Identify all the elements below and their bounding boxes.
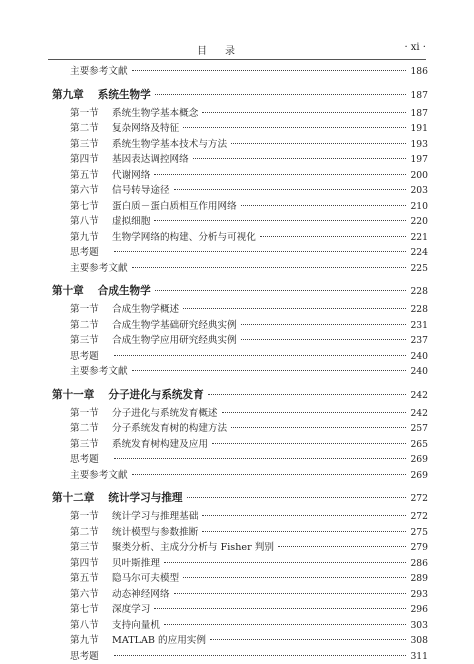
entry-title: 合成生物学基础研究经典实例 — [112, 318, 239, 334]
entry-page-number: 240 — [408, 364, 428, 380]
section-entry[interactable] — [52, 452, 428, 468]
entry-title: 生物学网络的构建、分析与可视化 — [112, 230, 258, 246]
entry-title: 统计学习与推理 — [108, 487, 184, 509]
dot-leader — [202, 112, 406, 113]
dot-leader — [241, 339, 407, 340]
dot-leader — [183, 308, 406, 309]
entry-page-number: 311 — [408, 649, 428, 664]
entry-number: 第一节 — [70, 302, 112, 318]
dot-leader — [114, 355, 406, 356]
dot-leader — [278, 546, 407, 547]
section-entry[interactable] — [52, 525, 428, 541]
entry-title: 主要参考文献 — [70, 364, 130, 380]
dot-leader — [154, 220, 406, 221]
entry-number: 第七节 — [70, 199, 112, 215]
references-entry[interactable] — [52, 468, 428, 484]
section-entry[interactable] — [52, 437, 428, 453]
entry-number: 思考题 — [70, 349, 112, 365]
dot-leader — [174, 189, 407, 190]
entry-title: 隐马尔可夫模型 — [112, 571, 181, 587]
entry-page-number: 193 — [408, 137, 428, 153]
entry-number: 思考题 — [70, 452, 112, 468]
entry-number: 第十二章 — [52, 487, 94, 509]
dot-leader — [174, 593, 407, 594]
dot-leader — [155, 290, 407, 291]
entry-page-number: 240 — [408, 349, 428, 365]
section-entry[interactable] — [52, 633, 428, 649]
section-entry[interactable] — [52, 349, 428, 365]
entry-page-number: 279 — [408, 540, 428, 556]
entry-number: 第一节 — [70, 106, 112, 122]
entry-title: 聚类分析、主成分分析与 Fisher 判别 — [112, 540, 276, 556]
dot-leader — [114, 655, 406, 656]
entry-page-number: 225 — [408, 261, 428, 277]
dot-leader — [164, 624, 406, 625]
entry-title: 系统发育树构建及应用 — [112, 437, 210, 453]
entry-page-number: 286 — [408, 556, 428, 572]
references-entry[interactable] — [52, 364, 428, 380]
dot-leader — [202, 515, 406, 516]
dot-leader — [183, 577, 406, 578]
entry-title: 合成生物学应用研究经典实例 — [112, 333, 239, 349]
section-entry[interactable] — [52, 302, 428, 318]
dot-leader — [154, 608, 406, 609]
entry-number: 第五节 — [70, 168, 112, 184]
header-rule — [48, 59, 426, 60]
entry-title: 分子系统发育树的构建方法 — [112, 421, 229, 437]
entry-number: 第九节 — [70, 633, 112, 649]
entry-page-number: 197 — [408, 152, 428, 168]
entry-title: 合成生物学 — [98, 280, 153, 302]
entry-number: 第二节 — [70, 121, 112, 137]
entry-page-number: 272 — [408, 509, 428, 525]
entry-title: 统计学习与推理基础 — [112, 509, 200, 525]
entry-title: 虚拟细胞 — [112, 214, 152, 230]
entry-page-number: 289 — [408, 571, 428, 587]
page-number: · xi · — [404, 42, 426, 53]
entry-number: 第六节 — [70, 183, 112, 199]
chapter-entry[interactable] — [52, 84, 428, 106]
entry-number: 第十章 — [52, 280, 84, 302]
section-entry[interactable] — [52, 618, 428, 634]
dot-leader — [164, 562, 406, 563]
entry-number: 第八节 — [70, 214, 112, 230]
entry-number: 第三节 — [70, 333, 112, 349]
entry-page-number: 242 — [408, 406, 428, 422]
section-entry[interactable] — [52, 183, 428, 199]
dot-leader — [208, 394, 407, 395]
entry-page-number: 265 — [408, 437, 428, 453]
section-entry[interactable] — [52, 333, 428, 349]
entry-title: 主要参考文献 — [70, 64, 130, 80]
entry-page-number: 186 — [408, 64, 428, 80]
entry-title: 分子进化与系统发育概述 — [112, 406, 220, 422]
entry-number: 第八节 — [70, 618, 112, 634]
entry-title: 合成生物学概述 — [112, 302, 181, 318]
dot-leader — [183, 127, 406, 128]
dot-leader — [132, 370, 407, 371]
section-entry[interactable] — [52, 152, 428, 168]
section-entry[interactable] — [52, 406, 428, 422]
section-entry[interactable] — [52, 587, 428, 603]
entry-title: 代谢网络 — [112, 168, 152, 184]
references-entry[interactable] — [52, 64, 428, 80]
entry-number: 思考题 — [70, 245, 112, 261]
entry-page-number: 228 — [408, 302, 428, 318]
entry-page-number: 272 — [408, 488, 428, 510]
section-entry[interactable] — [52, 649, 428, 664]
dot-leader — [231, 427, 406, 428]
entry-page-number: 296 — [408, 602, 428, 618]
dot-leader — [241, 205, 407, 206]
page-title: 目录 — [180, 42, 270, 57]
entry-number: 第五节 — [70, 571, 112, 587]
entry-title: 分子进化与系统发育 — [108, 384, 205, 406]
section-entry[interactable] — [52, 245, 428, 261]
entry-number: 第九节 — [70, 230, 112, 246]
entry-number: 第一节 — [70, 406, 112, 422]
dot-leader — [187, 497, 407, 498]
entry-number: 第四节 — [70, 556, 112, 572]
entry-title: 蛋白质－蛋白质相互作用网络 — [112, 199, 239, 215]
entry-page-number: 200 — [408, 168, 428, 184]
entry-number: 第六节 — [70, 587, 112, 603]
entry-page-number: 293 — [408, 587, 428, 603]
entry-title: 系统生物学基本概念 — [112, 106, 200, 122]
section-entry[interactable] — [52, 230, 428, 246]
entry-page-number: 231 — [408, 318, 428, 334]
entry-page-number: 303 — [408, 618, 428, 634]
dot-leader — [114, 458, 406, 459]
section-entry[interactable] — [52, 571, 428, 587]
chapter-entry[interactable] — [52, 487, 428, 509]
dot-leader — [132, 474, 407, 475]
entry-number: 思考题 — [70, 649, 112, 664]
dot-leader — [212, 443, 407, 444]
section-entry[interactable] — [52, 121, 428, 137]
entry-title: 统计模型与参数推断 — [112, 525, 200, 541]
section-entry[interactable] — [52, 137, 428, 153]
entry-page-number: 237 — [408, 333, 428, 349]
entry-title: 动态神经网络 — [112, 587, 172, 603]
entry-page-number: 187 — [408, 85, 428, 107]
page-header — [0, 40, 474, 58]
entry-title: MATLAB 的应用实例 — [112, 633, 208, 649]
entry-number: 第三节 — [70, 540, 112, 556]
entry-number: 第二节 — [70, 318, 112, 334]
dot-leader — [193, 158, 407, 159]
entry-title: 基因表达调控网络 — [112, 152, 191, 168]
entry-number: 第三节 — [70, 137, 112, 153]
section-entry[interactable] — [52, 168, 428, 184]
entry-title: 复杂网络及特征 — [112, 121, 181, 137]
entry-title: 支持向量机 — [112, 618, 162, 634]
dot-leader — [132, 70, 407, 71]
entry-number: 第七节 — [70, 602, 112, 618]
entry-title: 深度学习 — [112, 602, 152, 618]
entry-page-number: 257 — [408, 421, 428, 437]
entry-page-number: 228 — [408, 281, 428, 303]
dot-leader — [202, 531, 406, 532]
entry-title: 主要参考文献 — [70, 468, 130, 484]
dot-leader — [260, 236, 407, 237]
entry-page-number: 275 — [408, 525, 428, 541]
section-entry[interactable] — [52, 421, 428, 437]
entry-number: 第四节 — [70, 152, 112, 168]
section-entry[interactable] — [52, 556, 428, 572]
section-entry[interactable] — [52, 106, 428, 122]
dot-leader — [222, 412, 407, 413]
entry-page-number: 203 — [408, 183, 428, 199]
entry-page-number: 191 — [408, 121, 428, 137]
dot-leader — [231, 143, 406, 144]
section-entry[interactable] — [52, 199, 428, 215]
dot-leader — [154, 174, 406, 175]
chapter-entry[interactable] — [52, 280, 428, 302]
entry-title: 主要参考文献 — [70, 261, 130, 277]
dot-leader — [241, 324, 407, 325]
entry-page-number: 220 — [408, 214, 428, 230]
entry-title: 贝叶斯推理 — [112, 556, 162, 572]
entry-title: 信号转导途径 — [112, 183, 172, 199]
chapter-entry[interactable] — [52, 384, 428, 406]
dot-leader — [132, 267, 407, 268]
entry-page-number: 221 — [408, 230, 428, 246]
entry-number: 第一节 — [70, 509, 112, 525]
section-entry[interactable] — [52, 318, 428, 334]
entry-page-number: 210 — [408, 199, 428, 215]
entry-number: 第三节 — [70, 437, 112, 453]
entry-number: 第十一章 — [52, 384, 94, 406]
entry-page-number: 308 — [408, 633, 428, 649]
entry-number: 第九章 — [52, 84, 84, 106]
entry-page-number: 242 — [408, 385, 428, 407]
section-entry[interactable] — [52, 214, 428, 230]
entry-page-number: 269 — [408, 452, 428, 468]
entry-title: 系统生物学基本技术与方法 — [112, 137, 229, 153]
entry-page-number: 269 — [408, 468, 428, 484]
section-entry[interactable] — [52, 509, 428, 525]
dot-leader — [114, 251, 406, 252]
entry-page-number: 224 — [408, 245, 428, 261]
entry-title: 系统生物学 — [98, 84, 153, 106]
entry-number: 第二节 — [70, 421, 112, 437]
table-of-contents — [52, 64, 428, 664]
references-entry[interactable] — [52, 261, 428, 277]
dot-leader — [155, 94, 407, 95]
section-entry[interactable] — [52, 540, 428, 556]
dot-leader — [210, 639, 406, 640]
entry-number: 第二节 — [70, 525, 112, 541]
entry-page-number: 187 — [408, 106, 428, 122]
section-entry[interactable] — [52, 602, 428, 618]
